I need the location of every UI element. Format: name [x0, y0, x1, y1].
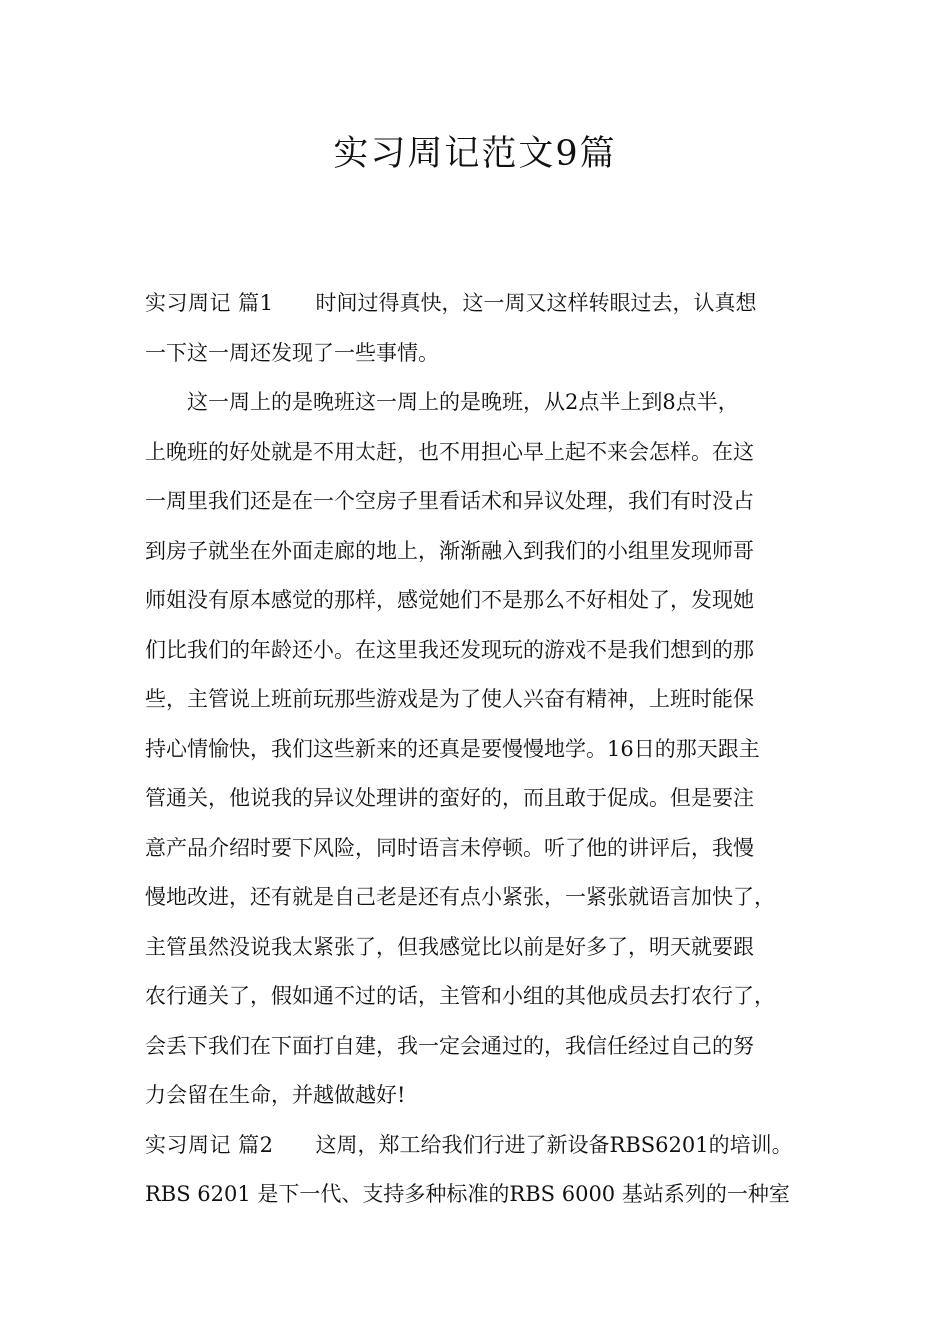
paragraph-line: 意产品介绍时要下风险，同时语言未停顿。听了他的讲评后，我慢 [145, 835, 754, 860]
paragraph-line: 一周里我们还是在一个空房子里看话术和异议处理，我们有时没占 [145, 489, 754, 513]
paragraph-line: 力会留在生命，并越做越好! [145, 1083, 406, 1107]
paragraph-line: 些，主管说上班前玩那些游戏是为了使人兴奋有精神，上班时能保 [145, 687, 754, 711]
paragraph-line: 农行通关了，假如通不过的话，主管和小组的其他成员去打农行了， [145, 984, 775, 1008]
document-title: 实习周记范文9篇 [333, 134, 617, 174]
paragraph-line: 时间过得真快，这一周又这样转眼过去，认真想 [315, 291, 757, 315]
document-body [145, 279, 825, 1220]
paragraph-line: 这一周上的是晚班这一周上的是晚班，从2点半上到8点半， [187, 390, 739, 414]
paragraph-line: 主管虽然没说我太紧张了，但我感觉比以前是好多了，明天就要跟 [145, 934, 754, 959]
paragraph-line: 师姐没有原本感觉的那样，感觉她们不是那么不好相处了，发现她 [145, 588, 754, 612]
paragraph-line: 慢地改进，还有就是自己老是还有点小紧张，一紧张就语言加快了， [145, 885, 775, 909]
section-heading: 实习周记 篇1 [145, 291, 274, 315]
paragraph-line: 这周，郑工给我们行进了新设备RBS6201的培训。 [315, 1132, 793, 1157]
paragraph-line: 一下这一周还发现了一些事情。 [145, 340, 439, 365]
section-2-first-line [145, 1121, 825, 1171]
paragraph-line: 到房子就坐在外面走廊的地上，渐渐融入到我们的小组里发现师哥 [145, 538, 754, 563]
paragraph-line: 管通关，他说我的异议处理讲的蛮好的，而且敢于促成。但是要注 [145, 786, 754, 810]
section-1-paragraph-2 [145, 378, 825, 1121]
paragraph-line: 会丢下我们在下面打自建，我一定会通过的，我信任经过自己的努 [145, 1033, 754, 1058]
section-1 [145, 279, 825, 378]
section-1-first-line [145, 279, 825, 329]
paragraph-line: 上晚班的好处就是不用太赶，也不用担心早上起不来会怎样。在这 [145, 439, 754, 464]
paragraph-line: 持心情愉快，我们这些新来的还真是要慢慢地学。16日的那天跟主 [145, 736, 760, 761]
paragraph-line: RBS 6201 是下一代、支持多种标准的RBS 6000 基站系列的一种室 [145, 1182, 790, 1206]
section-2 [145, 1121, 825, 1220]
section-heading: 实习周记 篇2 [145, 1132, 274, 1157]
paragraph-line: 们比我们的年龄还小。在这里我还发现玩的游戏不是我们想到的那 [145, 637, 754, 662]
